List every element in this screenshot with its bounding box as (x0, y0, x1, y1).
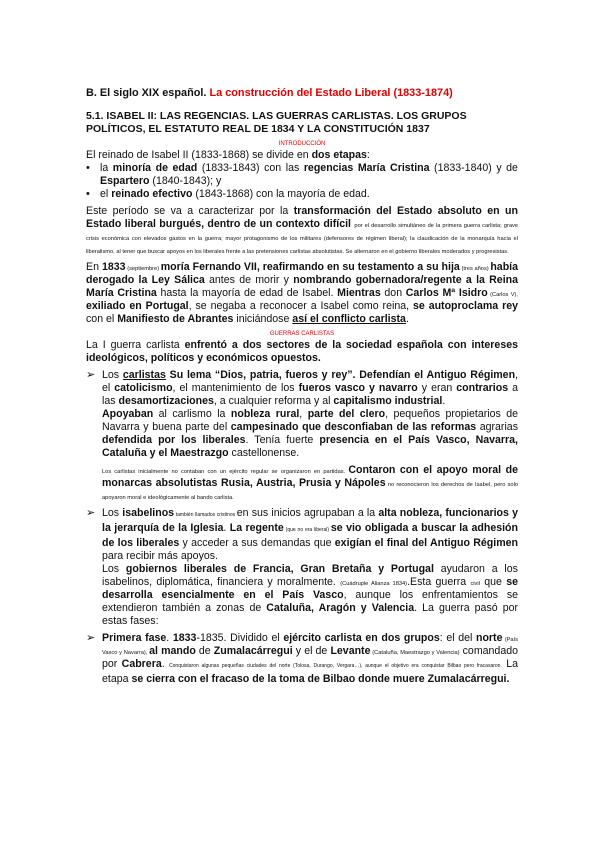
arrow-bullet-icon: ➢ (86, 507, 96, 519)
isabelinos-text: Los isabelinos también llamados cristinos en sus inicios agrupaban a la alta nobleza, funcionarios y la jerarquía de la Iglesia. La regente (que no era liberal) se vio obligada a buscar la adhesión de los liberales y acceder a sus demandas que exigían el final del Antiguo Régimen para recibir más apoyos. (102, 507, 518, 562)
carlistas-text: Los carlistas Su lema “Dios, patria, fueros y rey”. Defendían el Antiguo Régimen, el catolicismo, el mantenimiento de los fueros vasco y navarro y eran contrarios a las desamortizaciones, a cualquier reforma y al capitalismo industrial. (102, 369, 518, 407)
isabelinos-block (102, 507, 518, 628)
list-item (86, 188, 518, 201)
carlistas-support: Apoyaban al carlismo la nobleza rural, parte del clero, pequeños propietarios de Navarra y buena parte del campesinado que desconfiaban de las reformas agrarias defendida por los liberales. Tenía fuerte presencia en el País Vasco, Navarra, Cataluña y el Maestrazgo castellonense. (102, 408, 519, 459)
section-title: 5.1. ISABEL II: LAS REGENCIAS. LAS GUERRAS CARLISTAS. LOS GRUPOS POLÍTICOS, EL ESTATUTO REAL DE 1834 Y LA CONSTITUCIÓN 1837 (86, 110, 467, 135)
arrow-bullet-icon: ➢ (86, 632, 96, 644)
list-item (86, 162, 518, 188)
arrow-bullet-icon: ➢ (86, 369, 96, 381)
isabelinos-support: Los gobiernos liberales de Francia, Gran Bretaña y Portugal ayudaron a los isabelinos, diplomática, financiera y moralmente. (Cuádruple Alianza 1834).Esta guerra civil que se desarrolla esencialmente en el País Vasco, aunque los enfrentamientos se extendieron también a zonas de Cataluña, Aragón y Valencia. La guerra pasó por estas fases: (102, 563, 519, 627)
bullet-text: el reinado efectivo (1843-1868) con la mayoría de edad. (100, 188, 370, 200)
chapter-heading (86, 86, 518, 100)
bullet-icon: • (86, 162, 90, 174)
phase-1-text: Primera fase. 1833-1835. Dividido el ejército carlista en dos grupos: el del norte (País Vasco y Navarra), al mando de Zumalacárregui y el de Levante (Cataluña, Maestrazgo y Valencia) comandado por Cabrera. Conquistaron algunas pequeñas ciudades del norte (Tolosa, Durango, Vergara…), aunque el objetivo era conquistar Bilbao pero fracasaron. La etapa se cierra con el fracaso de la toma de Bilbao donde muere Zumalacárregui. (102, 632, 519, 685)
carlist-wars-heading: GUERRAS CARLISTAS (269, 331, 335, 337)
chapter-title: La construcción del Estado Liberal (1833-1874) (209, 87, 453, 99)
chapter-prefix: B. El siglo XIX español. (86, 87, 207, 99)
carlistas-block (102, 369, 518, 503)
list-item (86, 369, 518, 503)
page-content (86, 86, 518, 686)
intro-heading: INTRODUCCIÓN (278, 141, 326, 147)
bullet-text: la minoría de edad (1833-1843) con las regencias María Cristina (1833-1840) y de Espartero (1840-1843); y (100, 162, 518, 187)
carlistas-foreign: Los carlistas inicialmente no contaban con un ejército regular se organizaron en partidas. Contaron con el apoyo moral de monarcas absolutistas Rusia, Austria, Prusia y Nápoles no reconocieron los derechos de Isabel, pero solo apoyaron moral e ideológicamente al bando carlista. (102, 464, 518, 501)
intro-paragraph-2: En 1833 (septiembre) moría Fernando VII, reafirmando en su testamento a su hija (tres años) había derogado la Ley Sálica antes de morir y nombrando gobernadora/regente a la Reina María Cristina hasta la mayoría de edad de Isabel. Mientras don Carlos Mª Isidro (Carlos V), exiliado en Portugal, se negaba a reconocer a Isabel como reina, se autoproclama rey con el Manifiesto de Abrantes iniciándose así el conflicto carlista. (86, 261, 519, 325)
list-item (86, 632, 518, 686)
intro-lead: El reinado de Isabel II (1833-1868) se divide en dos etapas: (86, 149, 370, 161)
intro-paragraph-1: Este período se va a caracterizar por la transformación del Estado absoluto en un Estado liberal burgués, dentro de un contexto difícil por el desarrollo simultáneo de la primera guerra carlista; grave crisis económica con elevados gastos en la guerra; mayor protagonismo de los militares (defensores de régimen liberal); la claudicación de la monarquía hacia el liberalismo, al tener que buscar apoyos en los liberales frente a las pretensiones carlistas absolutistas. Se alternaron en el gobierno liberales moderados y progresistas. (86, 205, 518, 255)
carlist-lead: La I guerra carlista enfrentó a dos sectores de la sociedad española con intereses ideológicos, políticos y económicos opuestos. (86, 339, 518, 364)
list-item (86, 507, 518, 628)
bullet-icon: • (86, 188, 90, 200)
